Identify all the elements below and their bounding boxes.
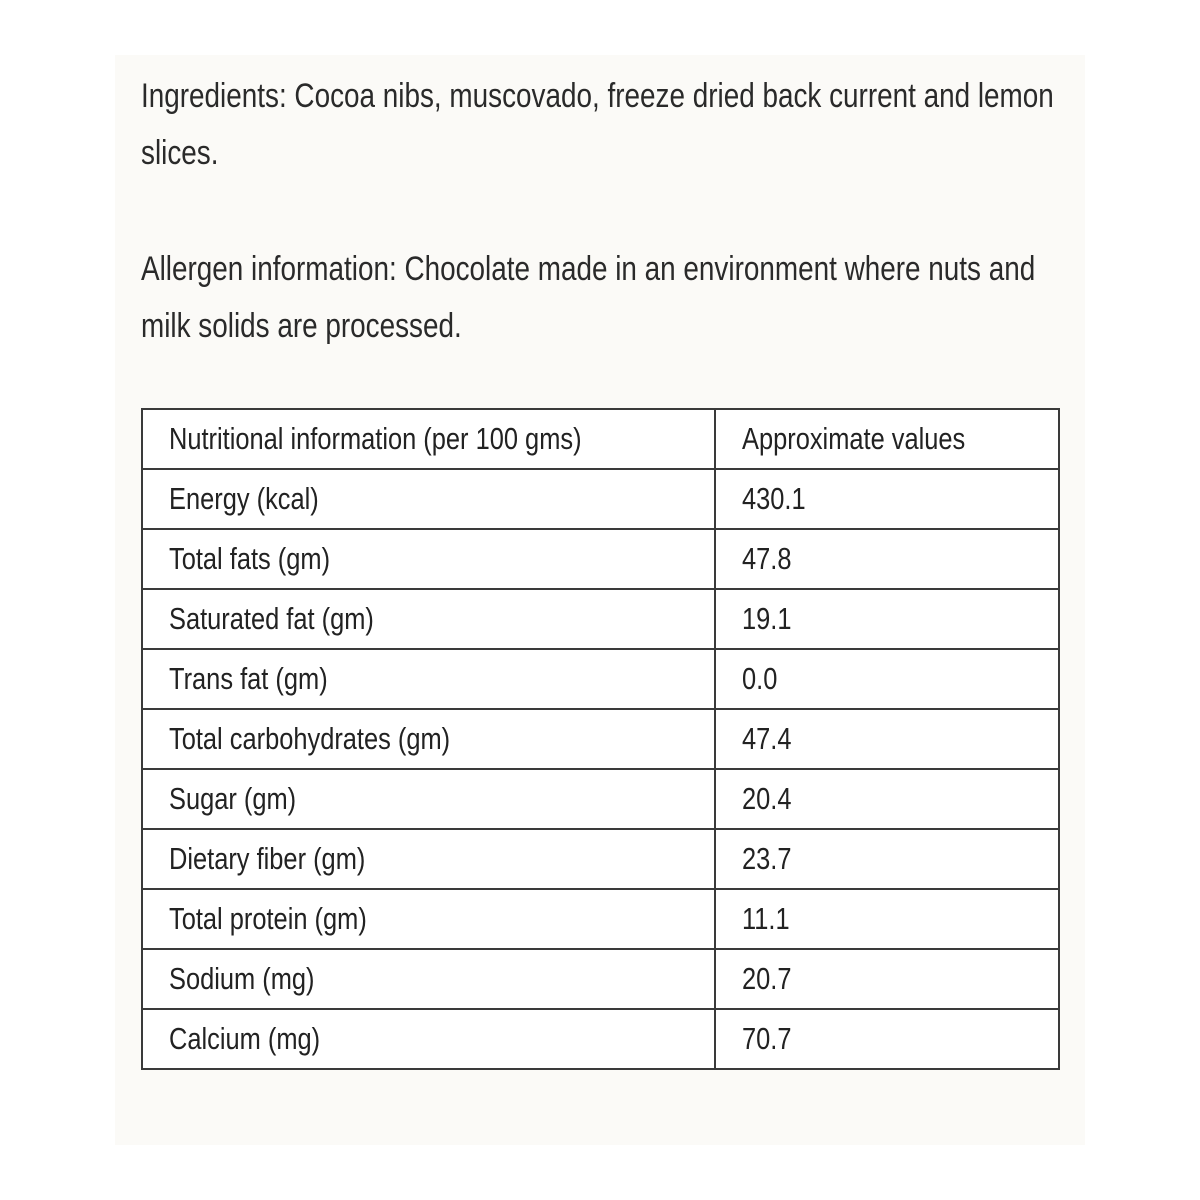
value-cell (715, 649, 1059, 709)
header-cell (142, 409, 715, 469)
allergen-text: Allergen information: Chocolate made in an environment where nuts and milk solids are processed. (141, 250, 1036, 345)
value-cell (715, 589, 1059, 649)
nutrient-value: 0.0 (742, 661, 778, 696)
table-row (142, 529, 1059, 589)
nutrient-value: 11.1 (742, 901, 790, 936)
table-row (142, 709, 1059, 769)
nutrient-value: 23.7 (742, 841, 792, 876)
nutrition-table (141, 408, 1060, 1070)
nutrient-cell (142, 829, 715, 889)
nutrient-label: Total carbohydrates (gm) (169, 721, 451, 756)
value-cell (715, 1009, 1059, 1069)
header-label: Nutritional information (per 100 gms) (169, 421, 582, 456)
value-cell (715, 949, 1059, 1009)
nutrient-label: Calcium (mg) (169, 1021, 321, 1056)
nutrient-label: Sugar (gm) (169, 781, 297, 816)
nutrient-cell (142, 529, 715, 589)
table-row (142, 769, 1059, 829)
nutrient-value: 430.1 (742, 481, 806, 516)
nutrient-label: Total protein (gm) (169, 901, 367, 936)
header-cell (715, 409, 1059, 469)
value-cell (715, 769, 1059, 829)
nutrient-label: Sodium (mg) (169, 961, 315, 996)
table-row (142, 949, 1059, 1009)
nutrient-label: Energy (kcal) (169, 481, 319, 516)
value-cell (715, 829, 1059, 889)
nutrient-cell (142, 949, 715, 1009)
value-cell (715, 529, 1059, 589)
value-cell (715, 709, 1059, 769)
table-row (142, 589, 1059, 649)
nutrient-value: 70.7 (742, 1021, 792, 1056)
nutrient-cell (142, 709, 715, 769)
nutrient-cell (142, 889, 715, 949)
nutrient-cell (142, 1009, 715, 1069)
nutrient-label: Dietary fiber (gm) (169, 841, 366, 876)
table-row (142, 649, 1059, 709)
nutrient-label: Saturated fat (gm) (169, 601, 374, 636)
table-header-row (142, 409, 1059, 469)
ingredients-text: Ingredients: Cocoa nibs, muscovado, freeze dried back current and lemon slices. (141, 77, 1054, 172)
nutrient-value: 20.7 (742, 961, 792, 996)
header-label: Approximate values (742, 421, 966, 456)
value-cell (715, 469, 1059, 529)
nutrient-value: 47.4 (742, 721, 792, 756)
value-cell (715, 889, 1059, 949)
nutrient-label: Total fats (gm) (169, 541, 331, 576)
table-row (142, 469, 1059, 529)
nutrient-cell (142, 769, 715, 829)
nutrient-value: 20.4 (742, 781, 792, 816)
nutrient-cell (142, 469, 715, 529)
table-row (142, 889, 1059, 949)
nutrient-value: 47.8 (742, 541, 792, 576)
nutrient-cell (142, 589, 715, 649)
nutrient-value: 19.1 (742, 601, 792, 636)
nutrient-label: Trans fat (gm) (169, 661, 328, 696)
table-row (142, 1009, 1059, 1069)
table-row (142, 829, 1059, 889)
nutrient-cell (142, 649, 715, 709)
